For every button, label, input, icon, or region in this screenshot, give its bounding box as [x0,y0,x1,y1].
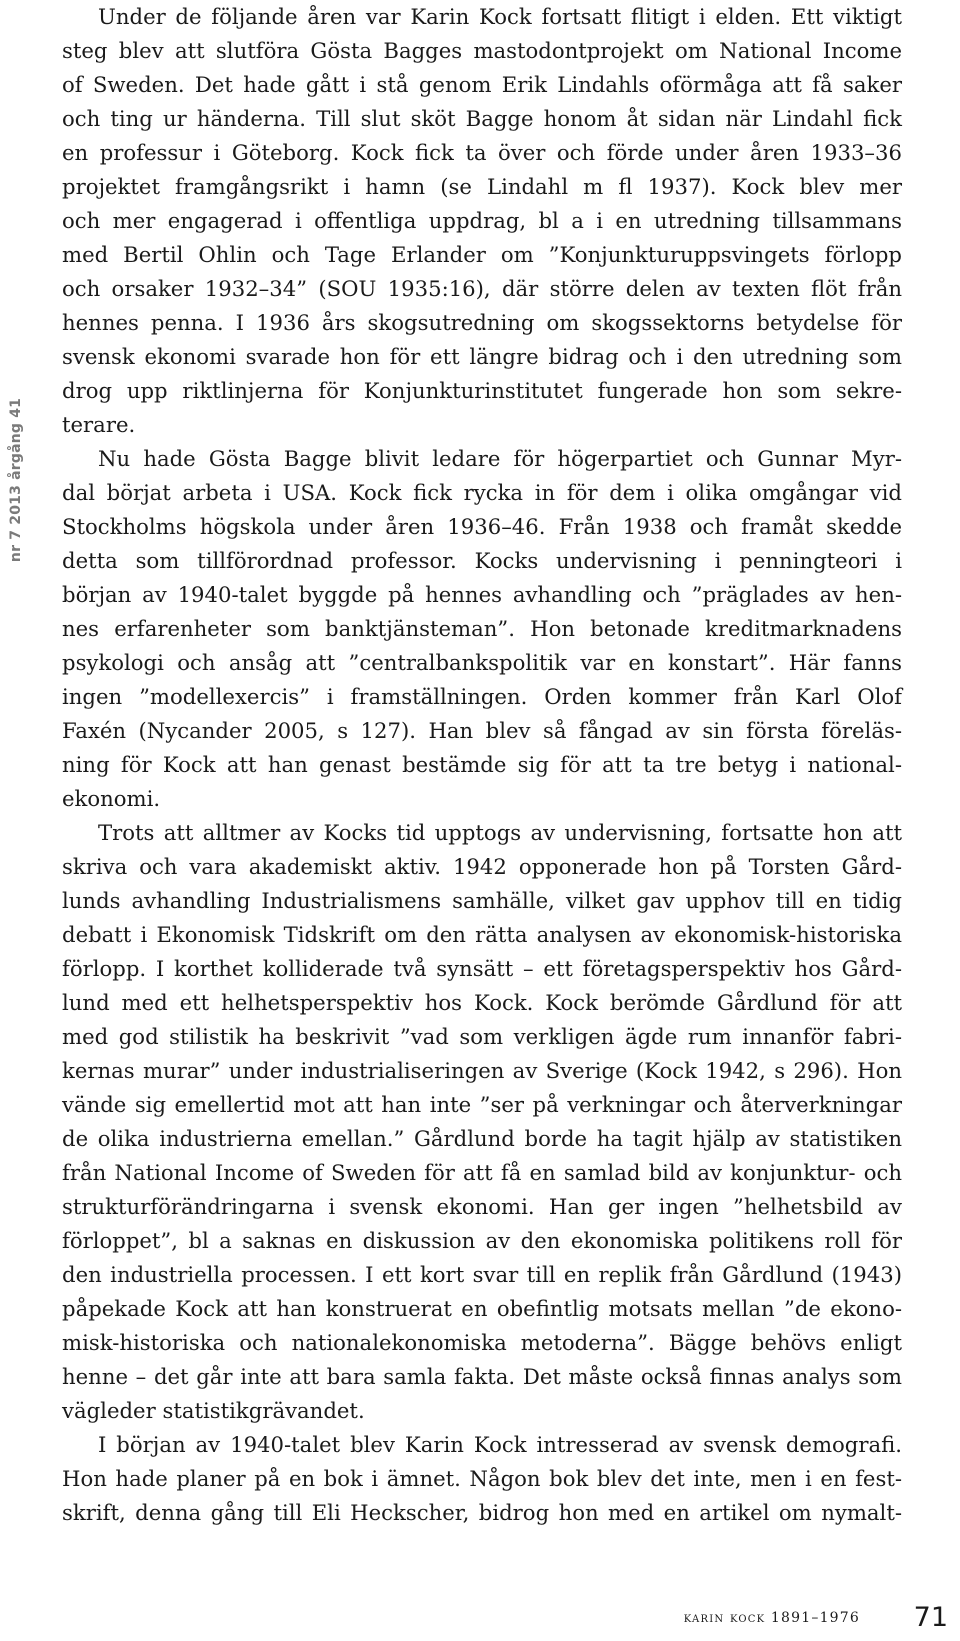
text-line: förlopp. I korthet kolliderade två synsätt – ett företagsperspektiv hos Gård- [62,956,902,981]
text-line: från National Income of Sweden för att få en samlad bild av konjunktur- och [62,1160,902,1185]
text-line: Nu hade Gösta Bagge blivit ledare för högerpartiet och Gunnar Myr- [98,446,902,471]
text-line: de olika industrierna emellan.” Gårdlund borde ha tagit hjälp av statistiken [62,1126,902,1151]
text-line: påpekade Kock att han konstruerat en obefintlig motsats mellan ”de ekono- [62,1296,902,1321]
text-line: vägleder statistikgrävandet. [62,1398,365,1423]
text-line: dal börjat arbeta i USA. Kock fick rycka in för dem i olika omgångar vid [62,480,902,505]
text-line: förloppet”, bl a saknas en diskussion av den ekonomiska politikens roll för [62,1228,902,1253]
text-line: Stockholms högskola under åren 1936–46. Från 1938 och framåt skedde [62,514,902,539]
text-line: of Sweden. Det hade gått i stå genom Erik Lindahls oförmåga att få saker [62,72,902,97]
text-line: ekonomi. [62,786,161,811]
text-line: psykologi och ansåg att ”centralbankspolitik var en konstart”. Här fanns [62,650,902,675]
text-line: Trots att alltmer av Kocks tid upptogs av undervisning, fortsatte hon att [98,820,902,845]
text-line: vände sig emellertid mot att han inte ”ser på verkningar och återverkningar [62,1092,902,1117]
text-line: och orsaker 1932–34” (SOU 1935:16), där större delen av texten flöt från [62,276,902,301]
text-line: steg blev att slutföra Gösta Bagges mastodontprojekt om National Income [62,38,902,63]
text-line: den industriella processen. I ett kort svar till en replik från Gårdlund (1943) [62,1262,902,1287]
text-line: detta som tillförordnad professor. Kocks undervisning i penningteori i [62,548,902,573]
text-line: skriva och vara akademiskt aktiv. 1942 opponerade hon på Torsten Gård- [62,854,902,879]
text-line: drog upp riktlinjerna för Konjunkturinstitutet fungerade hon som sekre- [62,378,902,403]
text-line: debatt i Ekonomisk Tidskrift om den rätta analysen av ekonomisk-historiska [62,922,902,947]
text-line: lund med ett helhetsperspektiv hos Kock. Kock berömde Gårdlund för att [62,990,902,1015]
text-line: med god stilistik ha beskrivit ”vad som verkligen ägde rum innanför fabri- [62,1024,902,1049]
text-line: misk-historiska och nationalekonomiska metoderna”. Bägge behövs enligt [62,1330,902,1355]
text-line: och mer engagerad i offentliga uppdrag, bl a i en utredning tillsammans [62,208,902,233]
text-line: lunds avhandling Industrialismens samhälle, vilket gav upphov till en tidig [62,888,902,913]
text-line: skrift, denna gång till Eli Heckscher, bidrog hon med en artikel om nymalt- [62,1500,902,1525]
text-line: svensk ekonomi svarade hon för ett längre bidrag och i den utredning som [62,344,902,369]
text-line: Faxén (Nycander 2005, s 127). Han blev så fångad av sin första föreläs- [62,718,902,743]
text-line: henne – det går inte att bara samla fakta. Det måste också finnas analys som [62,1364,902,1389]
text-line: terare. [62,412,136,437]
text-line: Hon hade planer på en bok i ämnet. Någon bok blev det inte, men i en fest- [62,1466,902,1491]
text-line: kernas murar” under industrialiseringen av Sverige (Kock 1942, s 296). Hon [62,1058,902,1083]
text-line: en professur i Göteborg. Kock fick ta över och förde under åren 1933–36 [62,140,902,165]
page-footer [0,1602,960,1638]
journal-issue-label [2,370,30,590]
text-line: nes erfarenheter som banktjänsteman”. Hon betonade kreditmarknadens [62,616,902,641]
text-line: med Bertil Ohlin och Tage Erlander om ”Konjunkturuppsvingets förlopp [62,242,902,267]
page-number: 71 [913,1602,948,1633]
text-line: och ting ur händerna. Till slut sköt Bagge honom åt sidan när Lindahl fick [62,106,902,131]
text-line: strukturförändringarna i svensk ekonomi. Han ger ingen ”helhetsbild av [62,1194,902,1219]
text-line: ning för Kock att han genast bestämde sig för att ta tre betyg i national- [62,752,902,777]
text-line: projektet framgångsrikt i hamn (se Lindahl m fl 1937). Kock blev mer [62,174,902,199]
text-line: Under de följande åren var Karin Kock fortsatt flitigt i elden. Ett viktigt [98,4,902,29]
text-line: ingen ”modellexercis” i framställningen. Orden kommer från Karl Olof [62,684,902,709]
text-line: I början av 1940-talet blev Karin Kock intresserad av svensk demografi. [98,1432,902,1457]
running-head: karin kock 1891–1976 [683,1610,860,1626]
text-line: början av 1940-talet byggde på hennes avhandling och ”präglades av hen- [62,582,902,607]
journal-issue-text: nr 7 2013 årgång 41 [8,397,25,563]
text-line: hennes penna. I 1936 års skogsutredning om skogssektorns betydelse för [62,310,902,335]
